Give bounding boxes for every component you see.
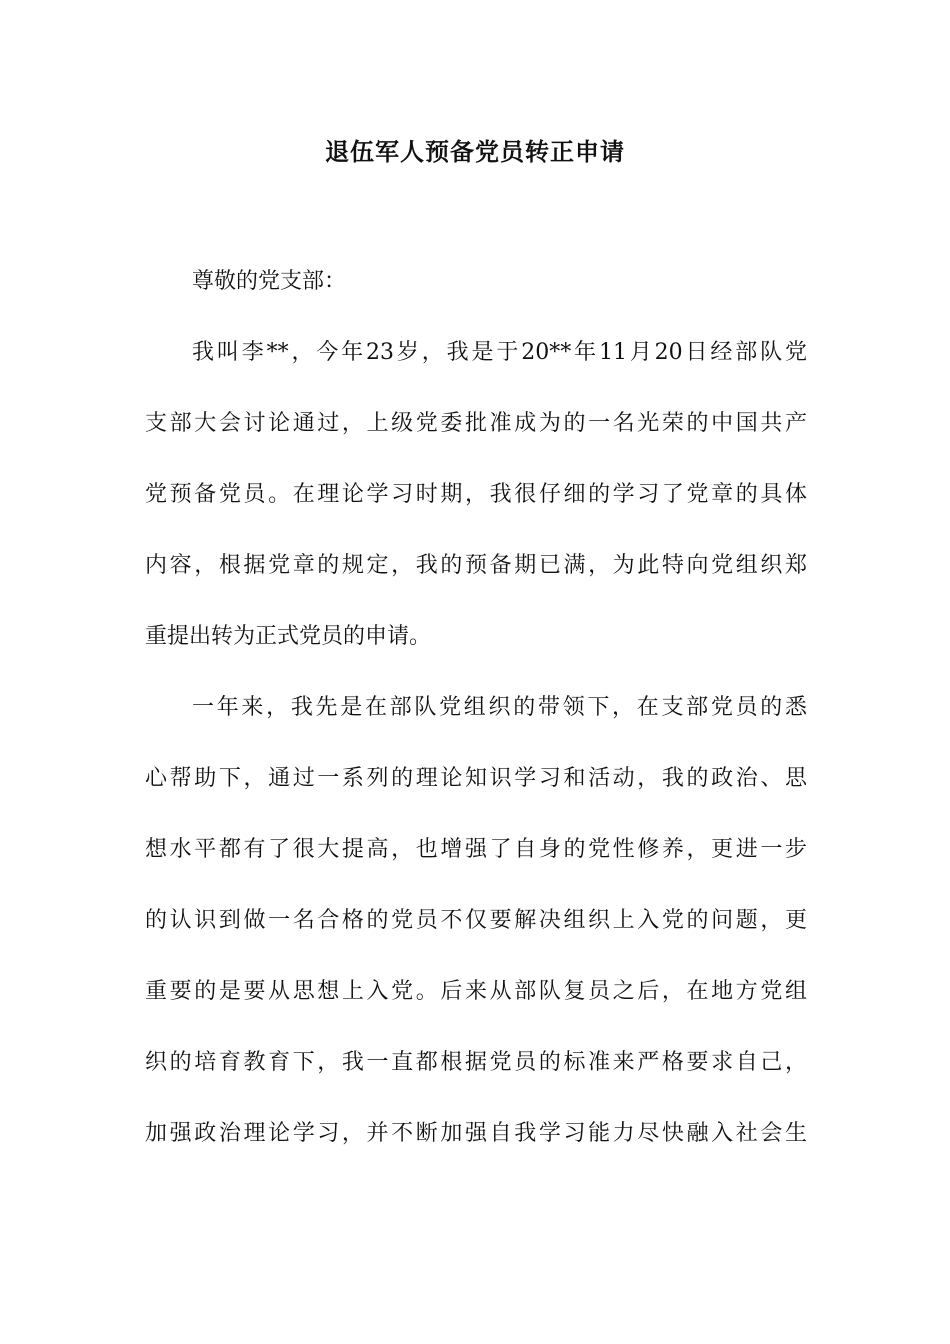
salutation: 尊敬的党支部： (192, 269, 347, 294)
paragraph-2-line-3: 想水平都有了很大提高，也增强了自身的党性修养，更进一步 (145, 837, 807, 862)
paragraph-2-line-7: 加强政治理论学习，并不断加强自我学习能力尽快融入社会生 (145, 1121, 807, 1146)
paragraph-2-line-4: 的认识到做一名合格的党员不仅要解决组织上入党的问题，更 (145, 908, 807, 933)
document-title: 退伍军人预备党员转正申请 (325, 137, 625, 166)
paragraph-1-line-1: 我叫李**，今年23岁，我是于20**年11月20日经部队党 (192, 340, 807, 365)
paragraph-2-line-2: 心帮助下，通过一系列的理论知识学习和活动，我的政治、思 (145, 766, 807, 791)
paragraph-2-line-6: 织的培育教育下，我一直都根据党员的标准来严格要求自己， (145, 1050, 807, 1075)
paragraph-2-line-1: 一年来，我先是在部队党组织的带领下，在支部党员的悉 (192, 695, 807, 720)
paragraph-1-line-2: 支部大会讨论通过，上级党委批准成为的一名光荣的中国共产 (145, 411, 807, 436)
paragraph-1-line-4: 内容，根据党章的规定，我的预备期已满，为此特向党组织郑 (145, 553, 807, 578)
paragraph-1-line-5: 重提出转为正式党员的申请。 (145, 624, 432, 649)
paragraph-1-line-3: 党预备党员。在理论学习时期，我很仔细的学习了党章的具体 (145, 482, 807, 507)
paragraph-2-line-5: 重要的是要从思想上入党。后来从部队复员之后，在地方党组 (145, 979, 807, 1004)
